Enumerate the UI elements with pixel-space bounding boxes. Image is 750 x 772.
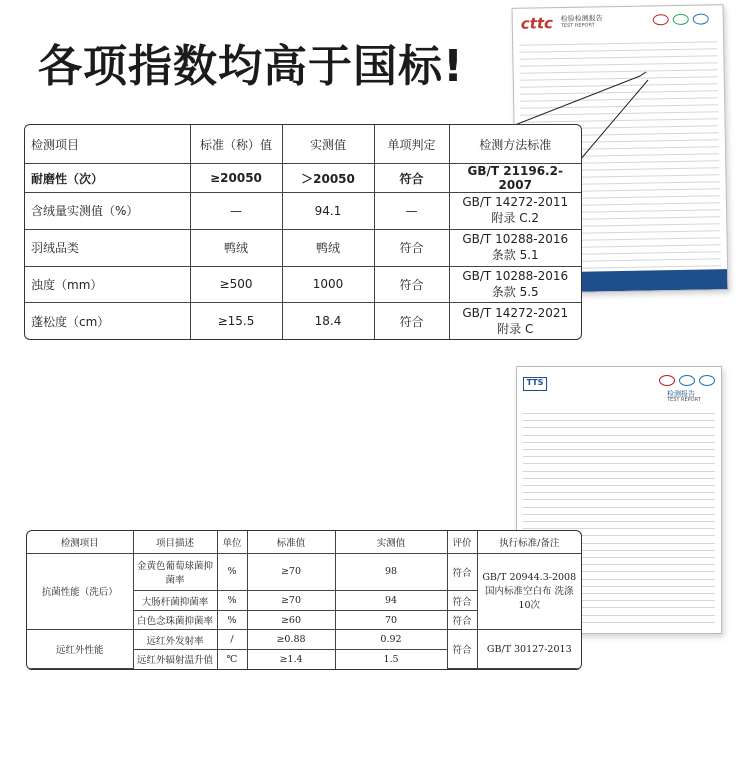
table-cell: GB/T 20944.3-2008 国内标准空白布 洗涤10次 <box>477 553 581 630</box>
table-cell: ≥500 <box>190 266 282 303</box>
table-cell: 远红外发射率 <box>133 630 217 650</box>
table-cell: ≥70 <box>247 591 335 611</box>
table-header-row <box>25 125 581 164</box>
table-row <box>25 164 581 193</box>
report-line <box>523 429 715 436</box>
column-header: 单位 <box>217 531 247 553</box>
table-row <box>25 229 581 266</box>
table-row <box>27 630 581 650</box>
report-logo: cttc <box>520 14 554 33</box>
report-logo: TTS <box>523 377 547 391</box>
table-cell: 大肠杆菌抑菌率 <box>133 591 217 611</box>
table-cell: 符合 <box>374 266 449 303</box>
table-cell: / <box>217 630 247 650</box>
table-cell: GB/T 10288-2016 条款 5.1 <box>449 229 581 266</box>
table-cell: ≥1.4 <box>247 650 335 669</box>
report-line <box>523 508 715 515</box>
report-line <box>523 436 715 443</box>
table-cell: GB/T 30127-2013 <box>477 630 581 669</box>
report-line <box>523 472 715 479</box>
report-line <box>523 515 715 522</box>
ilac-stamp-icon <box>679 375 695 386</box>
table-cell: GB/T 14272-2021 附录 C <box>449 303 581 339</box>
cma-stamp-icon <box>659 375 675 386</box>
column-header: 实测值 <box>335 531 447 553</box>
table-cell: % <box>217 610 247 630</box>
table-cell: ≥70 <box>247 553 335 591</box>
performance-table <box>24 124 582 340</box>
report-subtitle: TEST REPORT <box>667 397 701 403</box>
column-header: 检测项目 <box>25 125 190 164</box>
column-header: 检测项目 <box>27 531 133 553</box>
table-cell: ≥20050 <box>190 164 282 193</box>
table-cell: — <box>190 193 282 230</box>
cnas-stamp-icon <box>699 375 715 386</box>
column-header: 标准值 <box>247 531 335 553</box>
report-line <box>523 479 715 486</box>
table-cell: 含绒量实测值（%） <box>25 193 190 230</box>
table-cell: 94.1 <box>282 193 374 230</box>
column-header: 单项判定 <box>374 125 449 164</box>
table-cell: 金黄色葡萄球菌抑菌率 <box>133 553 217 591</box>
table-cell: 鸭绒 <box>190 229 282 266</box>
table-cell: 符合 <box>447 591 477 611</box>
column-header: 执行标准/备注 <box>477 531 581 553</box>
table-cell: 抗菌性能（洗后） <box>27 553 133 630</box>
table-row <box>25 303 581 339</box>
table-cell: 1000 <box>282 266 374 303</box>
table-cell: GB/T 14272-2011 附录 C.2 <box>449 193 581 230</box>
page-headline: 各项指数均高于国标! <box>38 41 465 92</box>
table-row <box>25 193 581 230</box>
table-cell: 符合 <box>447 610 477 630</box>
table-cell: 98 <box>335 553 447 591</box>
table-cell: % <box>217 553 247 591</box>
table-cell: 符合 <box>447 553 477 591</box>
table-cell: 94 <box>335 591 447 611</box>
table-cell: 浊度（mm） <box>25 266 190 303</box>
report-line <box>523 421 715 428</box>
table-cell: 符合 <box>374 303 449 339</box>
table-cell: ≥60 <box>247 610 335 630</box>
report-line <box>523 414 715 421</box>
report-line <box>523 493 715 500</box>
table-cell: 远红外性能 <box>27 630 133 669</box>
report-line <box>523 486 715 493</box>
table-cell: 符合 <box>447 630 477 669</box>
table-cell: 鸭绒 <box>282 229 374 266</box>
table-cell: 耐磨性（次） <box>25 164 190 193</box>
table-cell: 18.4 <box>282 303 374 339</box>
table-cell: GB/T 10288-2016 条款 5.5 <box>449 266 581 303</box>
report-subtitle: TEST REPORT <box>560 22 595 30</box>
column-header: 项目描述 <box>133 531 217 553</box>
report-line <box>523 450 715 457</box>
table-cell: — <box>374 193 449 230</box>
report-title: 检验检测报告 <box>560 14 603 24</box>
table-row <box>25 266 581 303</box>
table-cell: 1.5 <box>335 650 447 669</box>
table-cell: ≥0.88 <box>247 630 335 650</box>
table-cell: 远红外辐射温升值 <box>133 650 217 669</box>
functional-performance-table <box>26 530 582 670</box>
table-cell: 符合 <box>374 164 449 193</box>
report-line <box>523 522 715 529</box>
table-cell: ＞20050 <box>282 164 374 193</box>
column-header: 检测方法标准 <box>449 125 581 164</box>
report-line <box>523 465 715 472</box>
table-cell: ≥15.5 <box>190 303 282 339</box>
table-cell: 0.92 <box>335 630 447 650</box>
report-line <box>523 407 715 414</box>
table-cell: 70 <box>335 610 447 630</box>
table-cell: 白色念珠菌抑菌率 <box>133 610 217 630</box>
column-header: 标准（称）值 <box>190 125 282 164</box>
report-line <box>523 443 715 450</box>
ilac-stamp-icon <box>693 13 709 24</box>
report-line <box>523 457 715 464</box>
table-cell: 蓬松度（cm） <box>25 303 190 339</box>
report-line <box>523 501 715 508</box>
column-header: 实测值 <box>282 125 374 164</box>
cma-stamp-icon <box>653 14 669 25</box>
table-cell: 符合 <box>374 229 449 266</box>
report-title: 检测报告 <box>667 390 695 398</box>
table-cell: 羽绒品类 <box>25 229 190 266</box>
table-header-row <box>27 531 581 553</box>
table-cell: % <box>217 591 247 611</box>
table-cell: ℃ <box>217 650 247 669</box>
column-header: 评价 <box>447 531 477 553</box>
table-row <box>27 553 581 591</box>
table-cell: GB/T 21196.2-2007 <box>449 164 581 193</box>
cnas-stamp-icon <box>673 14 689 25</box>
